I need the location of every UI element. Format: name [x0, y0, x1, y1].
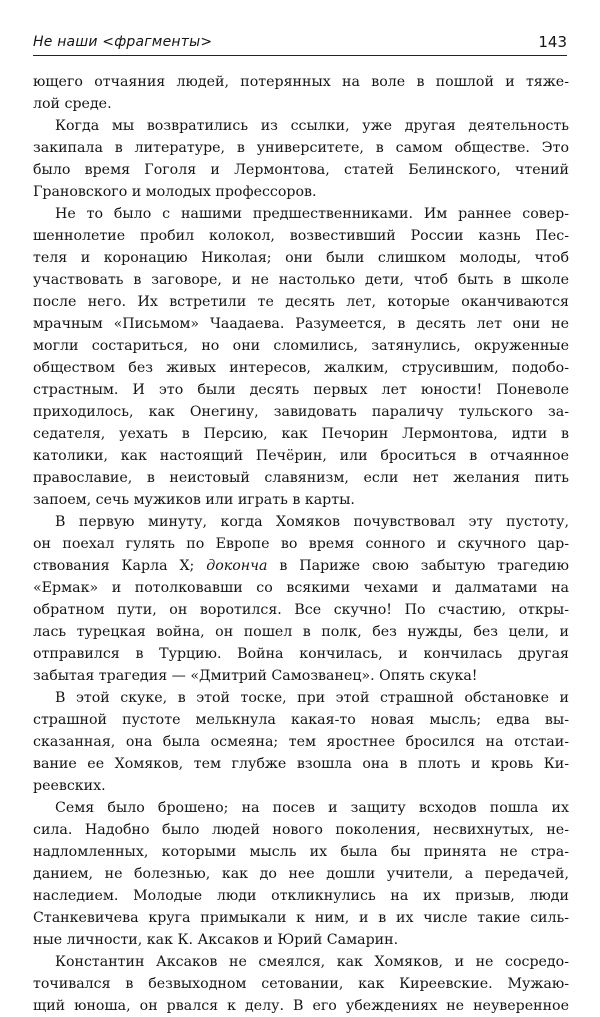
text-line: ющего отчаяния людей, потерянных на воле в пошлой и тяже- [33, 74, 569, 90]
text-line: Станкевичева круга примыкали к ним, и в их числе такие силь- [33, 910, 569, 926]
text-line: забытая трагедия — «Дмитрий Самозванец». Опять скука! [33, 668, 478, 684]
text-line: было время Гоголя и Лермонтова, статей Белинского, чтений [33, 162, 569, 178]
body-text [33, 71, 569, 1017]
text-line: православие, в неистовый славянизм, если нет желания пить [33, 470, 569, 486]
text-line: шеннолетие пробил колокол, возвестивший России казнь Пес- [33, 228, 569, 244]
paragraph [33, 797, 569, 951]
text-line: запоем, сечь мужиков или играть в карты. [33, 492, 355, 508]
text-line: точивался в безвыходном сетовании, как Киреевские. Мужаю- [33, 976, 569, 992]
text-line: Грановского и молодых профессоров. [33, 184, 317, 200]
text-line: В этой скуке, в этой тоске, при этой страшной обстановке и [55, 690, 569, 706]
paragraph [33, 511, 569, 687]
running-header [33, 22, 567, 58]
text-line: обществом без живых интересов, жалким, струсившим, подобо- [33, 360, 569, 376]
text-line: он поехал гулять по Европе во время сонного и скучного цар- [33, 536, 569, 552]
text-line: реевских. [33, 778, 106, 794]
paragraph [33, 687, 569, 797]
paragraph [33, 71, 569, 115]
text-line: могли состариться, но они сломились, затянулись, окруженные [33, 338, 569, 354]
paragraph [33, 951, 569, 1017]
text-line: страшной пустоте мелькнула какая-то новая мысль; едва вы- [33, 712, 569, 728]
text-line: сказанная, она была осмеяна; тем яростнее бросился на отстаи- [33, 734, 569, 750]
text-line: теля и коронацию Николая; они были слишком молоды, чтоб [33, 250, 569, 266]
text-line: участвовать в заговоре, и не настолько дети, чтоб быть в школе [33, 272, 569, 288]
text-line: обратном пути, он воротился. Все скучно! По счастию, откры- [33, 602, 569, 618]
text-line: Когда мы возвратились из ссылки, уже другая деятельность [55, 118, 569, 134]
text-line: отправился в Турцию. Война кончилась, и кончилась другая [33, 646, 569, 662]
text-line: щий юноша, он рвался к делу. В его убеждениях не неуверенное [33, 998, 569, 1014]
text-line: мрачным «Письмом» Чаадаева. Разумеется, в десять лет они не [33, 316, 569, 332]
header-rule [33, 55, 567, 56]
text-line: после него. Их встретили те десять лет, которые оканчиваются [33, 294, 569, 310]
text-line: Не то было с нашими предшественниками. Им раннее совер- [55, 206, 569, 222]
paragraph [33, 203, 569, 511]
text-line: лой среде. [33, 96, 112, 112]
text-line: лась турецкая война, он пошел в полк, без нужды, без цели, и [33, 624, 569, 640]
text-line: Константин Аксаков не смеялся, как Хомяков, и не сосредо- [55, 954, 569, 970]
text-line: католики, как настоящий Печёрин, или броситься в отчаянное [33, 448, 569, 464]
text-line: страстным. И это были десять первых лет юности! Поневоле [33, 382, 569, 398]
text-line: наследием. Молодые люди откликнулись на их призыв, люди [33, 888, 569, 904]
text-line: ные личности, как К. Аксаков и Юрий Самарин. [33, 932, 399, 948]
text-line: В первую минуту, когда Хомяков почувствовал эту пустоту, [55, 514, 569, 530]
text-line: седателя, уехать в Персию, как Печорин Лермонтова, идти в [33, 426, 569, 442]
text-line: «Ермак» и потолковавши со всякими чехами и далматами на [33, 580, 569, 596]
text-line: сила. Надобно было людей нового поколения, несвихнутых, не- [33, 822, 569, 838]
text-line: надломленных, которыми мысль их была бы принята не стра- [33, 844, 569, 860]
running-header-title: Не наши <фрагменты> [33, 34, 213, 50]
paragraph [33, 115, 569, 203]
text-line: вание ее Хомяков, тем глубже взошла она в плоть и кровь Ки- [33, 756, 569, 772]
text-line: приходилось, как Онегину, завидовать параличу тульского за- [33, 404, 569, 420]
text-line: данием, не болезнью, как до нее дошли учители, а передачей, [33, 866, 569, 882]
page-number: 143 [538, 33, 567, 51]
text-line: ствования Карла X; доконча в Париже свою забытую трагедию [33, 558, 569, 574]
text-line: закипала в литературе, в университете, в самом обществе. Это [33, 140, 569, 156]
text-line: Семя было брошено; на посев и защиту всходов пошла их [55, 800, 569, 816]
